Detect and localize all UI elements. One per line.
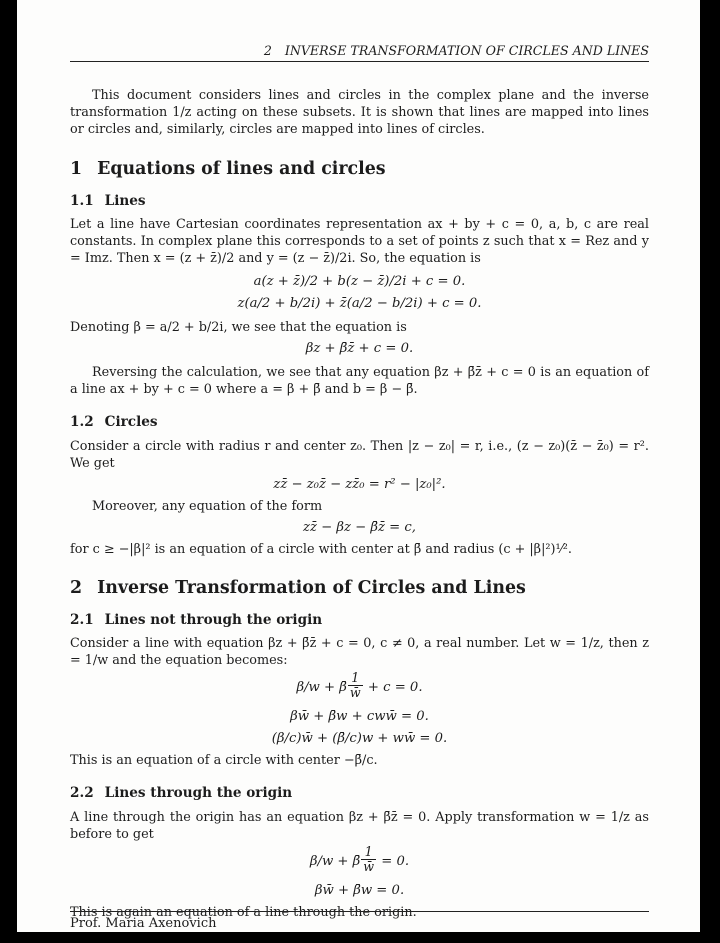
subsection-2-2-title: Lines through the origin <box>104 785 293 801</box>
display-equation: a(z + z̄)/2 + b(z − z̄)/2i + c = 0. <box>253 274 466 289</box>
paragraph: Denoting β = a/2 + b/2i, we see that the equation is <box>70 320 407 335</box>
subsection-2-1-title: Lines not through the origin <box>104 612 323 628</box>
paragraph: This is again an equation of a line through the origin. <box>70 905 417 920</box>
subsection-1-2-number: 1.2 <box>70 414 94 430</box>
subsection-1-1-title: Lines <box>104 193 146 209</box>
equation-left-part: β/w + β̄ <box>296 680 347 695</box>
paragraph: Consider a line with equation βz + β̄z̄ + c = 0, c ≠ 0, a real number. Let w = 1/z, then z = 1/w and the equation becomes: <box>70 636 649 668</box>
section-1-number: 1 <box>70 159 83 179</box>
display-equation: (β/c)w̄ + (β̄/c)w + ww̄ = 0. <box>271 731 448 746</box>
fraction-numerator: 1 <box>351 670 360 685</box>
equation-left-part: β/w + β̄ <box>309 854 361 869</box>
subsection-2-1-number: 2.1 <box>70 612 94 628</box>
paragraph: for c ≥ −|β|² is an equation of a circle with center at β̄ and radius (c + |β|²)¹⁄². <box>70 542 572 557</box>
paragraph: Moreover, any equation of the form <box>92 499 323 514</box>
subsection-1-1-number: 1.1 <box>70 193 94 209</box>
document-page <box>17 0 700 932</box>
section-2-title: Inverse Transformation of Circles and Lines <box>97 578 526 598</box>
running-header <box>70 44 649 62</box>
fraction-denominator: w̄ <box>363 859 375 874</box>
display-equation-with-fraction <box>70 845 649 878</box>
display-equation: βz + β̄z̄ + c = 0. <box>305 341 414 356</box>
fraction <box>361 845 376 874</box>
display-equation-with-fraction <box>70 671 649 704</box>
subsection-2-1-heading <box>70 612 649 628</box>
section-2-heading <box>70 578 649 599</box>
paragraph: A line through the origin has an equation βz + β̄z̄ = 0. Apply transformation w = 1/z as before to get <box>70 810 649 842</box>
fraction <box>348 671 363 700</box>
section-1-heading <box>70 159 649 180</box>
page-content <box>70 0 649 921</box>
paragraph: Consider a circle with radius r and center z₀. Then |z − z₀| = r, i.e., (z − z₀)(z̄ − z̄₀) = r². We get <box>70 439 649 471</box>
equation-right-part: + c = 0. <box>367 680 423 695</box>
running-header-title: INVERSE TRANSFORMATION OF CIRCLES AND LINES <box>284 43 649 58</box>
display-equation: zz̄ − z₀z̄ − zz̄₀ = r² − |z₀|². <box>273 477 446 492</box>
subsection-1-1-heading <box>70 193 649 209</box>
page-footer <box>70 911 649 931</box>
paragraph: This is an equation of a circle with center −β̄/c. <box>70 753 378 768</box>
running-header-section-number: 2 <box>263 43 272 58</box>
fraction-denominator: w̄ <box>349 685 361 700</box>
paragraph: Reversing the calculation, we see that any equation βz + β̄z̄ + c = 0 is an equation of a line ax + by + c = 0 where a = β + β̄ and b = β − β̄. <box>70 365 649 397</box>
intro-paragraph: This document considers lines and circles in the complex plane and the inverse transformation 1/z acting on these subsets. It is shown that lines are mapped into lines or circles and, similarly, circles are mapped into lines of circles. <box>70 88 649 137</box>
display-equation: βw̄ + β̄w = 0. <box>314 883 405 898</box>
section-2-number: 2 <box>70 578 83 598</box>
fraction-numerator: 1 <box>364 844 373 859</box>
equation-right-part: = 0. <box>381 854 410 869</box>
subsection-1-2-heading <box>70 414 649 430</box>
paragraph: Let a line have Cartesian coordinates representation ax + by + c = 0, a, b, c are real constants. In complex plane this corresponds to a set of points z such that x = Rez and y = Imz. Then x = (z + z̄)/2 and y = (z − z̄)/2i. So, the equation is <box>70 217 649 266</box>
display-equation: z(a/2 + b/2i) + z̄(a/2 − b/2i) + c = 0. <box>237 296 482 311</box>
section-1-title: Equations of lines and circles <box>97 159 386 179</box>
author-name: Prof. Maria Axenovich <box>70 916 217 931</box>
display-equation: zz̄ − βz − β̄z̄ = c, <box>303 520 416 535</box>
display-equation: βw̄ + β̄w + cww̄ = 0. <box>290 709 429 724</box>
subsection-2-2-heading <box>70 785 649 801</box>
subsection-2-2-number: 2.2 <box>70 785 94 801</box>
subsection-1-2-title: Circles <box>104 414 158 430</box>
